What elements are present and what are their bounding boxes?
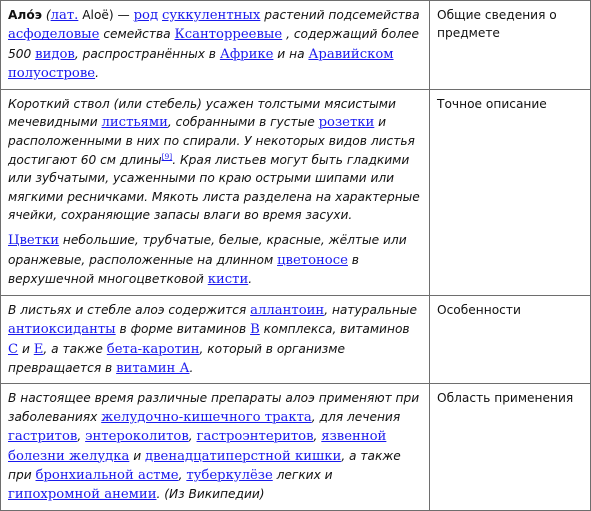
link-raceme[interactable]: кисти [207, 272, 249, 288]
description-cell [1, 384, 430, 510]
label-cell: Особенности [430, 295, 591, 384]
link-enterocolitis[interactable]: энтероколитов [85, 429, 189, 445]
link-vitamin-a[interactable]: витамин А [116, 360, 190, 376]
table-row [1, 384, 591, 510]
link-xanthorrhoeaceae[interactable]: Ксанторреевые [174, 27, 283, 43]
link-gastritis[interactable]: гастритов [8, 429, 78, 445]
link-peduncle[interactable]: цветоносе [277, 252, 348, 268]
description-cell [1, 89, 430, 295]
link-flowers[interactable]: Цветки [8, 233, 60, 249]
link-asphodel[interactable]: асфоделовые [8, 27, 100, 43]
link-antioxidants[interactable]: антиоксиданты [8, 322, 116, 338]
link-latin[interactable]: лат. [50, 8, 79, 23]
description-cell [1, 1, 430, 90]
link-gi-tract[interactable]: желудочно-кишечного тракта [101, 409, 312, 425]
paragraph: Цветки небольшие, трубчатые, белые, красные, жёлтые или оранжевые, расположенные на длинном цветоносе в верхушечной многоцветковой кисти. [8, 233, 407, 288]
link-gastroenteritis[interactable]: гастроэнтеритов [196, 429, 314, 445]
link-duodenum[interactable]: двенадцатиперстной кишки [145, 448, 342, 464]
link-asthma[interactable]: бронхиальной астме [35, 467, 179, 483]
link-leaves[interactable]: листьями [101, 115, 168, 131]
link-africa[interactable]: Африке [219, 46, 274, 62]
link-vitamin-c[interactable]: С [8, 341, 19, 357]
label-cell: Общие сведения о предмете [430, 1, 591, 90]
description-cell [1, 295, 430, 384]
link-stomach-ulcer[interactable]: язвенной болезни желудка [8, 429, 387, 464]
link-species[interactable]: видов [35, 46, 75, 62]
link-allantoin[interactable]: аллантоин [250, 302, 325, 318]
paragraph: В листьях и стебле алоэ содержится аллантоин, натуральные антиоксиданты в форме витаминов В комплекса, витаминов С и Е, а также бета-каротин, который в организме превращается в витамин А. [8, 302, 417, 376]
link-beta-carotene[interactable]: бета-каротин [106, 341, 200, 357]
link-rosettes[interactable]: розетки [318, 115, 375, 131]
link-genus[interactable]: род [133, 8, 159, 23]
link-footnote-9[interactable]: [9] [161, 151, 173, 161]
paragraph: Ало́э (лат. Aloë) — род суккулентных растений подсемейства асфоделовые семейства Ксанторреевые , содержащий более 500 видов, распространённых в Африке и на Аравийском полуострове. [8, 8, 420, 82]
link-vitamin-b[interactable]: В [250, 322, 260, 338]
link-anemia[interactable]: гипохромной анемии [8, 487, 157, 503]
link-succulent[interactable]: суккулентных [161, 8, 261, 23]
table-row [1, 1, 591, 90]
table-row [1, 89, 591, 295]
link-vitamin-e[interactable]: Е [33, 341, 44, 357]
paragraph: В настоящее время различные препараты алоэ применяют при заболеваниях желудочно-кишечного тракта, для лечения гастритов, энтероколитов, гастроэнтеритов, язвенной болезни желудка и двенадцатиперстной кишки, а также при бронхиальной астме, туберкулёзе легких и гипохромной анемии. (Из Википедии) [8, 391, 420, 503]
label-cell: Область применения [430, 384, 591, 510]
term-title: Ало́э [8, 8, 42, 22]
label-cell: Точное описание [430, 89, 591, 295]
table-row [1, 295, 591, 384]
link-tuberculosis[interactable]: туберкулёзе [186, 467, 273, 483]
paragraph: Короткий ствол (или стебель) усажен толстыми мясистыми мечевидными листьями, собранными в густые розетки и расположенными в них по спирали. У некоторых видов листья достигают 60 см длины[9]. Края листьев могут быть гладкими или зубчатыми, усаженными по краю острыми шипами или мягкими ресничками. Мякоть листа разделена на характерные ячейки, сохраняющие запасы влаги во время засухи. [8, 96, 420, 223]
link-arabian-peninsula[interactable]: Аравийском полуострове [8, 46, 394, 82]
